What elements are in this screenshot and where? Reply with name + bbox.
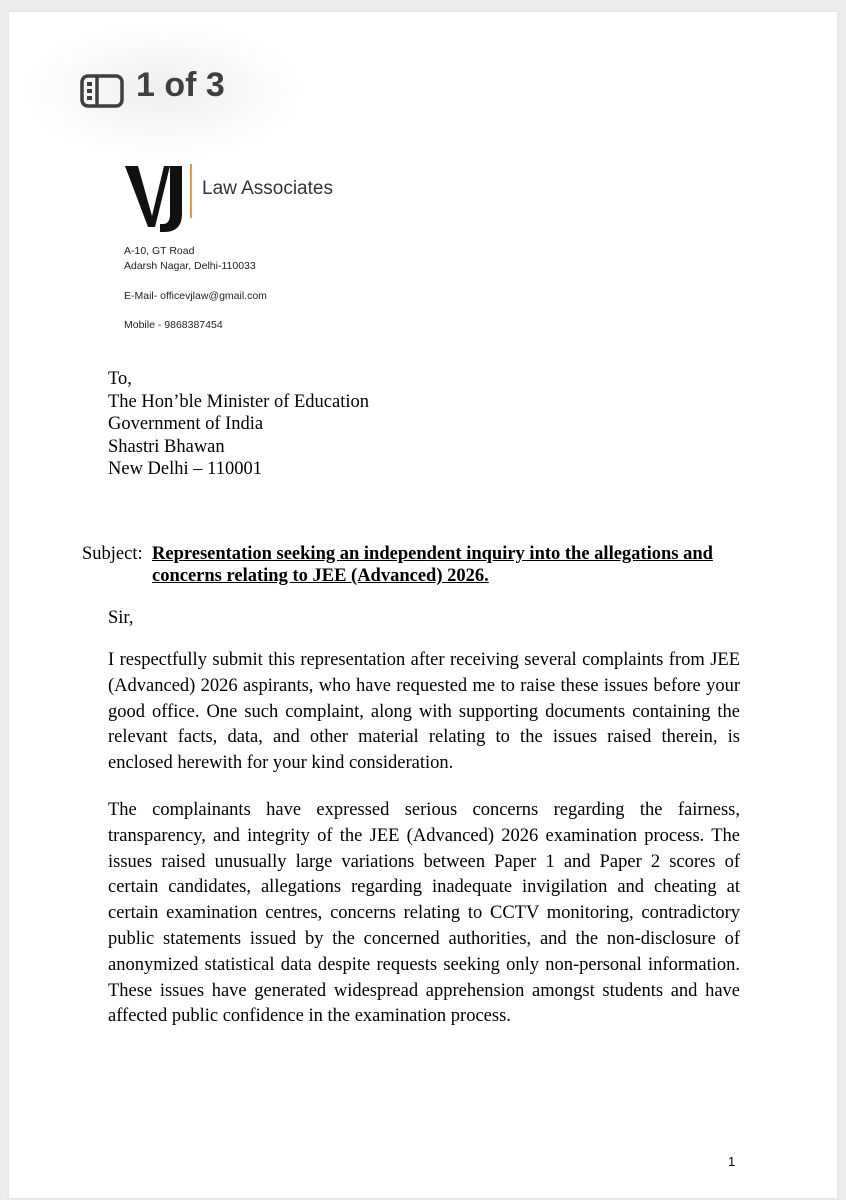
subject-text: Representation seeking an independent inquiry into the allegations and concerns relating to JEE (Advanced) 2026. (152, 544, 713, 586)
addressee-line: To, (108, 369, 132, 389)
firm-name: Law Associates (202, 178, 333, 199)
mobile-line: Mobile - 9868387454 (124, 319, 223, 331)
address-line-1: A-10, GT Road (124, 245, 195, 257)
salutation: Sir, (108, 608, 134, 628)
page-thumbnails-icon (80, 74, 124, 108)
body-paragraph: I respectfully submit this representation after receiving several complaints from JEE (Advanced) 2026 aspirants, who have requested me to raise these issues before your good office. One such complaint, along with supporting documents containing the relevant facts, data, and other material relating to the issues raised therein, is enclosed herewith for your kind consideration. (108, 650, 740, 774)
body-paragraph: The complainants have expressed serious concerns regarding the fairness, transparency, and integrity of the JEE (Advanced) 2026 examination process. The issues raised unusually large variations between Paper 1 and Paper 2 scores of certain candidates, allegations regarding inadequate invigilation and cheating at certain examination centres, concerns relating to CCTV monitoring, contradictory public statements issued by the concerned authorities, and the non-disclosure of anonymized statistical data despite requests seeking only non-personal information. These issues have generated widespread apprehension amongst students and have affected public confidence in the examination process. (108, 800, 740, 1027)
page-indicator[interactable] (28, 26, 298, 156)
addressee-line: The Hon’ble Minister of Education (108, 391, 369, 412)
subject-label: Subject: (82, 544, 143, 564)
addressee-line: Shastri Bhawan (108, 436, 225, 457)
addressee-block (108, 368, 369, 481)
firm-logo (124, 160, 204, 240)
email-line: E-Mail- officevjlaw@gmail.com (124, 290, 267, 302)
page-indicator-text: 1 of 3 (136, 66, 225, 104)
addressee-line: New Delhi – 110001 (108, 459, 262, 479)
address-line-2: Adarsh Nagar, Delhi-110033 (124, 260, 256, 272)
addressee-line: Government of India (108, 414, 264, 434)
page-number: 1 (728, 1154, 736, 1169)
